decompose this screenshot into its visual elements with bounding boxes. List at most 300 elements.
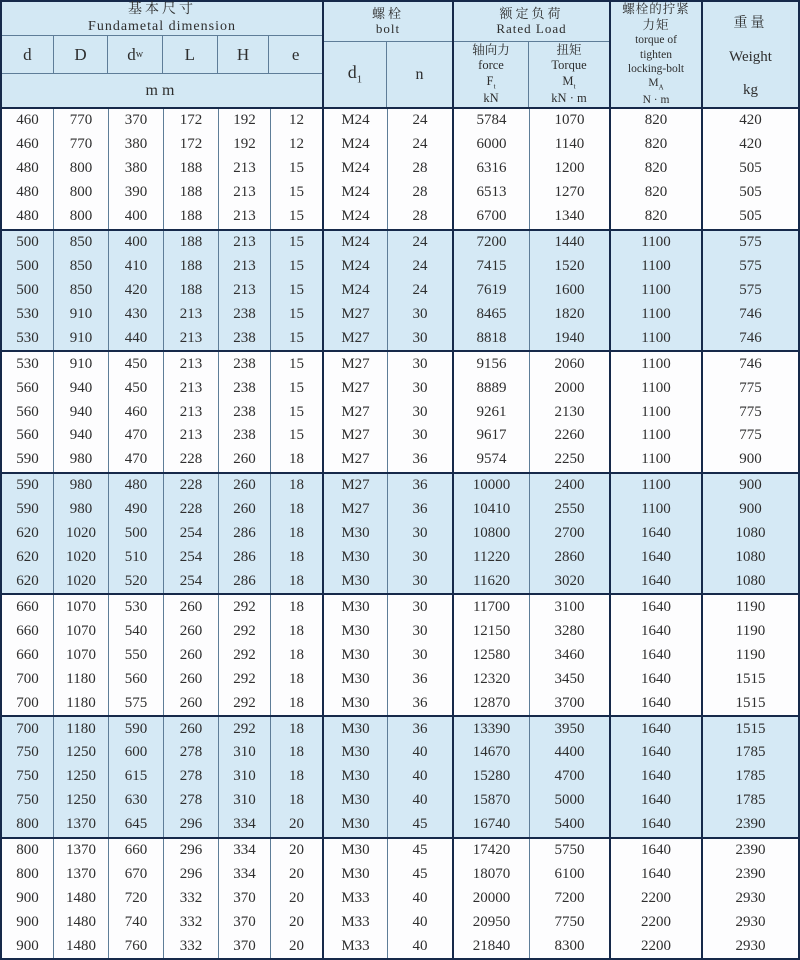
table-row — [2, 157, 798, 181]
cell-L: 213 — [164, 376, 219, 400]
cell-weight: 1080 — [735, 572, 766, 589]
cell-axial-force: 8889 — [454, 376, 530, 400]
cell-torque: 3460 — [530, 643, 611, 667]
cell-L: 213 — [164, 326, 219, 350]
cell-weight: 775 — [739, 379, 762, 396]
table-row — [2, 472, 798, 498]
cell-axial-force: 20000 — [454, 887, 530, 911]
cell-weight: 1515 — [735, 694, 766, 711]
cell-e: 15 — [271, 352, 324, 376]
cell-axial-force: 18070 — [454, 863, 530, 887]
load-column-headers — [454, 42, 609, 107]
cell-weight: 1190 — [735, 646, 766, 663]
cell-locking-torque: 1100 — [611, 498, 703, 522]
cell-d: 900 — [2, 910, 54, 934]
cell-torque: 1600 — [530, 278, 611, 302]
cell-n: 36 — [388, 691, 454, 715]
cell-locking-torque: 1640 — [611, 863, 703, 887]
cell-torque: 2550 — [530, 498, 611, 522]
dimension-column-headers — [2, 36, 322, 74]
cell-torque: 3450 — [530, 667, 611, 691]
cell-locking-torque: 1100 — [611, 400, 703, 424]
cell-D: 1070 — [54, 595, 109, 619]
col-header-d1: $d_1$ — [324, 42, 387, 107]
cell-n: 36 — [388, 448, 454, 472]
cell-weight: 2930 — [735, 913, 766, 930]
cell-locking-torque: 1640 — [611, 789, 703, 813]
cell-D: 770 — [54, 109, 109, 133]
cell-d: 750 — [2, 765, 54, 789]
cell-torque: 2860 — [530, 546, 611, 570]
cell-dw: 760 — [109, 934, 164, 958]
cell-L: 228 — [164, 448, 219, 472]
col-header-e: e — [291, 44, 300, 64]
cell-dw: 380 — [109, 157, 164, 181]
cell-n: 24 — [388, 133, 454, 157]
col-header-L: L — [163, 36, 218, 73]
cell-e: 15 — [271, 326, 324, 350]
cell-n: 30 — [388, 352, 454, 376]
cell-e: 20 — [271, 813, 324, 837]
table-row — [2, 376, 798, 400]
table-row — [2, 570, 798, 594]
cell-n: 36 — [388, 717, 454, 741]
cell-axial-force: 12870 — [454, 691, 530, 715]
cell-d: 560 — [2, 400, 54, 424]
cell-locking-torque: 1100 — [611, 448, 703, 472]
cell-D: 980 — [54, 448, 109, 472]
cell-weight: 575 — [739, 281, 762, 298]
cell-n: 24 — [388, 231, 454, 255]
cell-locking-torque: 820 — [611, 181, 703, 205]
cell-weight: 420 — [739, 112, 762, 129]
cell-d1: M30 — [324, 813, 388, 837]
cell-n: 28 — [388, 157, 454, 181]
cell-H: 238 — [219, 376, 271, 400]
cell-locking-torque: 820 — [611, 109, 703, 133]
cell-d: 480 — [2, 181, 54, 205]
cell-d1: M24 — [324, 278, 388, 302]
cell-locking-torque: 1100 — [611, 424, 703, 448]
cell-H: 238 — [219, 326, 271, 350]
cell-e: 20 — [271, 839, 324, 863]
cell-D: 1250 — [54, 741, 109, 765]
cell-L: 260 — [164, 595, 219, 619]
cell-dw: 470 — [109, 448, 164, 472]
cell-e: 18 — [271, 546, 324, 570]
cell-d1: M27 — [324, 498, 388, 522]
table-row — [2, 326, 798, 350]
cell-L: 260 — [164, 643, 219, 667]
cell-D: 980 — [54, 474, 109, 498]
cell-n: 45 — [388, 839, 454, 863]
table-row — [2, 765, 798, 789]
cell-n: 30 — [388, 326, 454, 350]
cell-axial-force: 11700 — [454, 595, 530, 619]
rated-load-title — [454, 2, 609, 42]
cell-e: 15 — [271, 400, 324, 424]
cell-axial-force: 11220 — [454, 546, 530, 570]
cell-axial-force: 10000 — [454, 474, 530, 498]
cell-L: 172 — [164, 133, 219, 157]
cell-D: 1250 — [54, 789, 109, 813]
cell-L: 172 — [164, 109, 219, 133]
cell-L: 228 — [164, 498, 219, 522]
cell-d: 750 — [2, 789, 54, 813]
cell-H: 334 — [219, 813, 271, 837]
cell-torque: 8300 — [530, 934, 611, 958]
cell-d: 620 — [2, 570, 54, 594]
cell-weight: 900 — [739, 501, 762, 518]
cell-locking-torque: 1640 — [611, 839, 703, 863]
cell-n: 36 — [388, 474, 454, 498]
cell-d1: M24 — [324, 157, 388, 181]
cell-d: 500 — [2, 231, 54, 255]
cell-locking-torque: 1640 — [611, 570, 703, 594]
cell-H: 292 — [219, 619, 271, 643]
table-row — [2, 229, 798, 255]
cell-L: 188 — [164, 181, 219, 205]
cell-dw: 645 — [109, 813, 164, 837]
table-row — [2, 302, 798, 326]
cell-L: 296 — [164, 863, 219, 887]
cell-d: 500 — [2, 255, 54, 279]
cell-D: 1180 — [54, 667, 109, 691]
table-row — [2, 522, 798, 546]
cell-axial-force: 7415 — [454, 255, 530, 279]
cell-d: 900 — [2, 934, 54, 958]
cell-axial-force: 15280 — [454, 765, 530, 789]
cell-H: 192 — [219, 133, 271, 157]
cell-D: 1070 — [54, 619, 109, 643]
cell-L: 332 — [164, 910, 219, 934]
table-row — [2, 350, 798, 376]
cell-d: 460 — [2, 133, 54, 157]
cell-dw: 720 — [109, 887, 164, 911]
cell-e: 20 — [271, 887, 324, 911]
cell-d: 530 — [2, 326, 54, 350]
cell-e: 18 — [271, 667, 324, 691]
cell-torque: 3700 — [530, 691, 611, 715]
header-section-locking-torque — [611, 2, 703, 107]
cell-locking-torque: 1100 — [611, 231, 703, 255]
cell-d: 660 — [2, 619, 54, 643]
cell-axial-force: 10800 — [454, 522, 530, 546]
cell-dw: 410 — [109, 255, 164, 279]
table-row — [2, 255, 798, 279]
cell-D: 1020 — [54, 546, 109, 570]
cell-weight: 746 — [739, 355, 762, 372]
cell-e: 15 — [271, 157, 324, 181]
cell-e: 15 — [271, 231, 324, 255]
table-row — [2, 205, 798, 229]
cell-D: 1370 — [54, 839, 109, 863]
cell-D: 940 — [54, 400, 109, 424]
col-header-weight: 重量 Weight kg — [729, 16, 772, 98]
cell-L: 296 — [164, 813, 219, 837]
cell-L: 332 — [164, 934, 219, 958]
cell-axial-force: 7619 — [454, 278, 530, 302]
cell-torque: 1140 — [530, 133, 611, 157]
cell-d: 800 — [2, 863, 54, 887]
col-header-d: d — [2, 36, 54, 73]
cell-L: 260 — [164, 667, 219, 691]
cell-torque: 1940 — [530, 326, 611, 350]
cell-torque: 1440 — [530, 231, 611, 255]
table-row — [2, 424, 798, 448]
cell-H: 213 — [219, 205, 271, 229]
cell-axial-force: 12580 — [454, 643, 530, 667]
cell-n: 40 — [388, 765, 454, 789]
cell-weight: 1190 — [735, 598, 766, 615]
cell-torque: 1520 — [530, 255, 611, 279]
cell-D: 940 — [54, 424, 109, 448]
cell-weight: 1515 — [735, 670, 766, 687]
cell-e: 15 — [271, 205, 324, 229]
cell-d1: M24 — [324, 181, 388, 205]
cell-H: 292 — [219, 595, 271, 619]
cell-axial-force: 5784 — [454, 109, 530, 133]
cell-D: 1480 — [54, 887, 109, 911]
cell-locking-torque: 820 — [611, 157, 703, 181]
cell-L: 188 — [164, 205, 219, 229]
cell-d: 560 — [2, 424, 54, 448]
cell-weight: 1190 — [735, 622, 766, 639]
cell-dw: 740 — [109, 910, 164, 934]
cell-dw: 420 — [109, 278, 164, 302]
cell-d: 700 — [2, 717, 54, 741]
cell-torque: 2250 — [530, 448, 611, 472]
cell-e: 15 — [271, 376, 324, 400]
cell-D: 800 — [54, 181, 109, 205]
cell-D: 1480 — [54, 910, 109, 934]
cell-n: 40 — [388, 934, 454, 958]
cell-locking-torque: 1640 — [611, 691, 703, 715]
cell-locking-torque: 1100 — [611, 326, 703, 350]
cell-locking-torque: 1640 — [611, 741, 703, 765]
cell-n: 30 — [388, 376, 454, 400]
cell-axial-force: 7200 — [454, 231, 530, 255]
cell-n: 24 — [388, 255, 454, 279]
table-row — [2, 667, 798, 691]
col-header-H: H — [218, 36, 270, 73]
cell-e: 15 — [271, 255, 324, 279]
cell-L: 188 — [164, 231, 219, 255]
cell-d: 460 — [2, 109, 54, 133]
bolt-title-en: bolt — [375, 20, 401, 36]
cell-e: 12 — [271, 109, 324, 133]
rated-load-title-zh: 额定负荷 — [499, 5, 564, 21]
table-row — [2, 789, 798, 813]
table-row — [2, 133, 798, 157]
cell-weight: 900 — [739, 451, 762, 468]
cell-axial-force: 9261 — [454, 400, 530, 424]
table-row — [2, 546, 798, 570]
cell-weight: 575 — [739, 257, 762, 274]
cell-weight: 775 — [739, 403, 762, 420]
cell-H: 238 — [219, 352, 271, 376]
col-header-locking-torque: 螺栓的拧紧 力矩 torque of tighten locking-bolt $M_A$ N · m — [622, 2, 690, 107]
cell-e: 18 — [271, 498, 324, 522]
dimension-unit: mm — [145, 81, 179, 99]
cell-axial-force: 9156 — [454, 352, 530, 376]
table-row — [2, 887, 798, 911]
cell-weight: 505 — [739, 208, 762, 225]
cell-L: 278 — [164, 741, 219, 765]
cell-D: 1180 — [54, 691, 109, 715]
cell-D: 1020 — [54, 522, 109, 546]
cell-locking-torque: 1640 — [611, 667, 703, 691]
cell-L: 260 — [164, 691, 219, 715]
cell-axial-force: 6700 — [454, 205, 530, 229]
cell-axial-force: 8465 — [454, 302, 530, 326]
cell-dw: 500 — [109, 522, 164, 546]
cell-d: 800 — [2, 813, 54, 837]
bolt-column-headers — [324, 42, 452, 107]
cell-locking-torque: 1640 — [611, 546, 703, 570]
cell-H: 370 — [219, 934, 271, 958]
cell-n: 30 — [388, 546, 454, 570]
cell-d1: M33 — [324, 910, 388, 934]
bolt-title-zh: 螺栓 — [371, 5, 404, 21]
cell-e: 18 — [271, 691, 324, 715]
cell-e: 20 — [271, 934, 324, 958]
cell-weight: 1785 — [735, 768, 766, 785]
cell-locking-torque: 1640 — [611, 643, 703, 667]
cell-weight: 2390 — [735, 866, 766, 883]
cell-e: 18 — [271, 595, 324, 619]
cell-d1: M30 — [324, 619, 388, 643]
cell-torque: 1340 — [530, 205, 611, 229]
cell-d1: M30 — [324, 667, 388, 691]
cell-dw: 440 — [109, 326, 164, 350]
cell-n: 40 — [388, 789, 454, 813]
cell-d: 700 — [2, 691, 54, 715]
cell-torque: 5750 — [530, 839, 611, 863]
cell-L: 278 — [164, 765, 219, 789]
cell-locking-torque: 2200 — [611, 910, 703, 934]
cell-D: 850 — [54, 278, 109, 302]
cell-n: 28 — [388, 181, 454, 205]
cell-d1: M30 — [324, 595, 388, 619]
cell-n: 30 — [388, 302, 454, 326]
table-row — [2, 593, 798, 619]
cell-axial-force: 11620 — [454, 570, 530, 594]
cell-torque: 4400 — [530, 741, 611, 765]
cell-weight: 1515 — [735, 720, 766, 737]
cell-H: 310 — [219, 789, 271, 813]
cell-n: 36 — [388, 498, 454, 522]
cell-d: 530 — [2, 352, 54, 376]
cell-locking-torque: 1100 — [611, 474, 703, 498]
cell-L: 188 — [164, 255, 219, 279]
cell-dw: 600 — [109, 741, 164, 765]
cell-torque: 2000 — [530, 376, 611, 400]
cell-weight: 505 — [739, 160, 762, 177]
cell-e: 15 — [271, 278, 324, 302]
cell-d1: M24 — [324, 109, 388, 133]
cell-e: 15 — [271, 424, 324, 448]
cell-e: 15 — [271, 181, 324, 205]
cell-e: 20 — [271, 863, 324, 887]
cell-weight: 505 — [739, 184, 762, 201]
cell-d1: M27 — [324, 474, 388, 498]
table-row — [2, 643, 798, 667]
cell-H: 370 — [219, 887, 271, 911]
cell-D: 850 — [54, 255, 109, 279]
cell-e: 18 — [271, 522, 324, 546]
cell-d1: M24 — [324, 205, 388, 229]
cell-axial-force: 9617 — [454, 424, 530, 448]
cell-e: 20 — [271, 910, 324, 934]
cell-n: 40 — [388, 887, 454, 911]
cell-d: 480 — [2, 157, 54, 181]
cell-weight: 1080 — [735, 525, 766, 542]
cell-D: 910 — [54, 326, 109, 350]
table-row — [2, 741, 798, 765]
table-row — [2, 400, 798, 424]
table-row — [2, 863, 798, 887]
table-row — [2, 109, 798, 133]
cell-H: 260 — [219, 498, 271, 522]
cell-D: 800 — [54, 205, 109, 229]
cell-dw: 430 — [109, 302, 164, 326]
cell-d1: M30 — [324, 570, 388, 594]
cell-torque: 1200 — [530, 157, 611, 181]
table-row — [2, 715, 798, 741]
col-header-D: D — [54, 36, 109, 73]
cell-D: 940 — [54, 376, 109, 400]
cell-weight: 2390 — [735, 842, 766, 859]
cell-dw: 400 — [109, 231, 164, 255]
table-row — [2, 934, 798, 958]
cell-L: 254 — [164, 570, 219, 594]
cell-D: 1180 — [54, 717, 109, 741]
cell-torque: 5400 — [530, 813, 611, 837]
cell-e: 18 — [271, 789, 324, 813]
cell-D: 1480 — [54, 934, 109, 958]
cell-torque: 6100 — [530, 863, 611, 887]
cell-L: 254 — [164, 546, 219, 570]
cell-torque: 2130 — [530, 400, 611, 424]
cell-d: 700 — [2, 667, 54, 691]
cell-axial-force: 12320 — [454, 667, 530, 691]
cell-torque: 3020 — [530, 570, 611, 594]
cell-L: 213 — [164, 424, 219, 448]
cell-d1: M30 — [324, 863, 388, 887]
table-row — [2, 498, 798, 522]
cell-torque: 3100 — [530, 595, 611, 619]
cell-H: 238 — [219, 302, 271, 326]
cell-n: 45 — [388, 813, 454, 837]
cell-L: 332 — [164, 887, 219, 911]
dimensions-title-zh: 基本尺寸 — [128, 2, 196, 18]
cell-axial-force: 8818 — [454, 326, 530, 350]
cell-dw: 550 — [109, 643, 164, 667]
cell-dw: 460 — [109, 400, 164, 424]
cell-H: 292 — [219, 691, 271, 715]
col-header-torque: 扭矩 Torque $M_t$ kN · m — [551, 42, 587, 105]
cell-n: 30 — [388, 400, 454, 424]
cell-e: 18 — [271, 741, 324, 765]
cell-H: 292 — [219, 643, 271, 667]
cell-dw: 560 — [109, 667, 164, 691]
cell-H: 286 — [219, 570, 271, 594]
cell-d1: M33 — [324, 887, 388, 911]
cell-d: 660 — [2, 643, 54, 667]
cell-H: 310 — [219, 741, 271, 765]
cell-torque: 7750 — [530, 910, 611, 934]
